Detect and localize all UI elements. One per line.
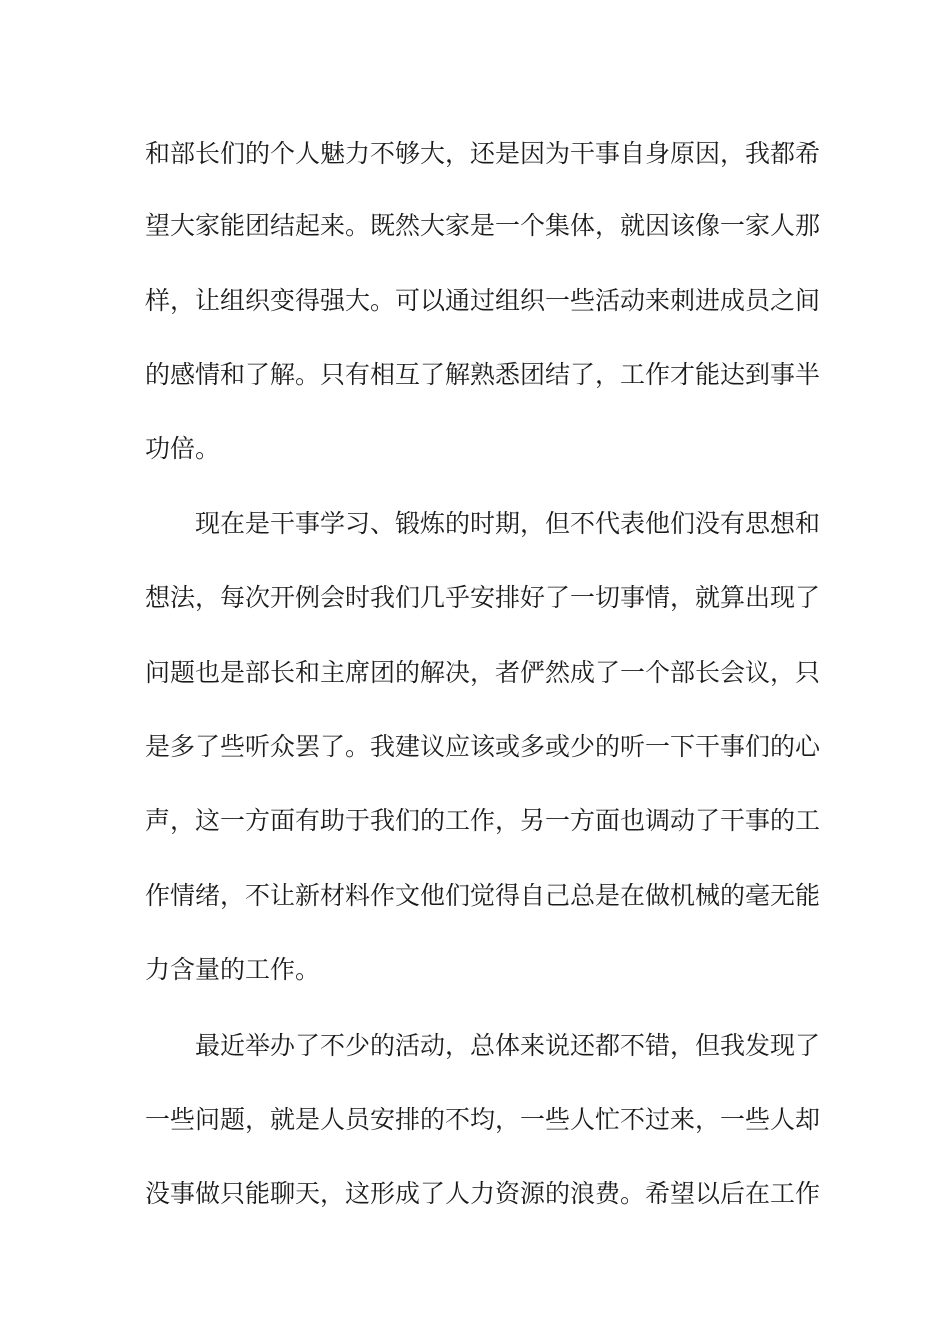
paragraph-3-line-1: 最近举办了不少的活动，总体来说还都不错，但我发现了 bbox=[195, 1031, 821, 1060]
paragraph-2-line-1: 现在是干事学习、锻炼的时期，但不代表他们没有思想和 bbox=[195, 509, 821, 538]
paragraph-1-line-2: 望大家能团结起来。既然大家是一个集体，就因该像一家人那 bbox=[145, 211, 821, 240]
paragraph-2-line-5: 声，这一方面有助于我们的工作，另一方面也调动了干事的工 bbox=[145, 806, 821, 835]
paragraph-3-line-2: 一些问题，就是人员安排的不均，一些人忙不过来，一些人却 bbox=[145, 1105, 821, 1134]
paragraph-2-line-7: 力含量的工作。 bbox=[145, 955, 321, 984]
paragraph-2-line-6: 作情绪，不让新材料作文他们觉得自己总是在做机械的毫无能 bbox=[145, 881, 821, 910]
paragraph-2-line-2: 想法，每次开例会时我们几乎安排好了一切事情，就算出现了 bbox=[145, 583, 821, 612]
paragraph-3-line-3: 没事做只能聊天，这形成了人力资源的浪费。希望以后在工作 bbox=[145, 1179, 821, 1208]
paragraph-2-line-3: 问题也是部长和主席团的解决，者俨然成了一个部长会议，只 bbox=[145, 658, 821, 687]
paragraph-1-line-1: 和部长们的个人魅力不够大，还是因为干事自身原因，我都希 bbox=[145, 139, 821, 168]
paragraph-1-line-3: 样，让组织变得强大。可以通过组织一些活动来刺进成员之间 bbox=[145, 286, 821, 315]
paragraph-2-line-4: 是多了些听众罢了。我建议应该或多或少的听一下干事们的心 bbox=[145, 732, 821, 761]
paragraph-1-line-4: 的感情和了解。只有相互了解熟悉团结了，工作才能达到事半 bbox=[145, 360, 821, 389]
paragraph-1-line-5: 功倍。 bbox=[145, 434, 221, 463]
